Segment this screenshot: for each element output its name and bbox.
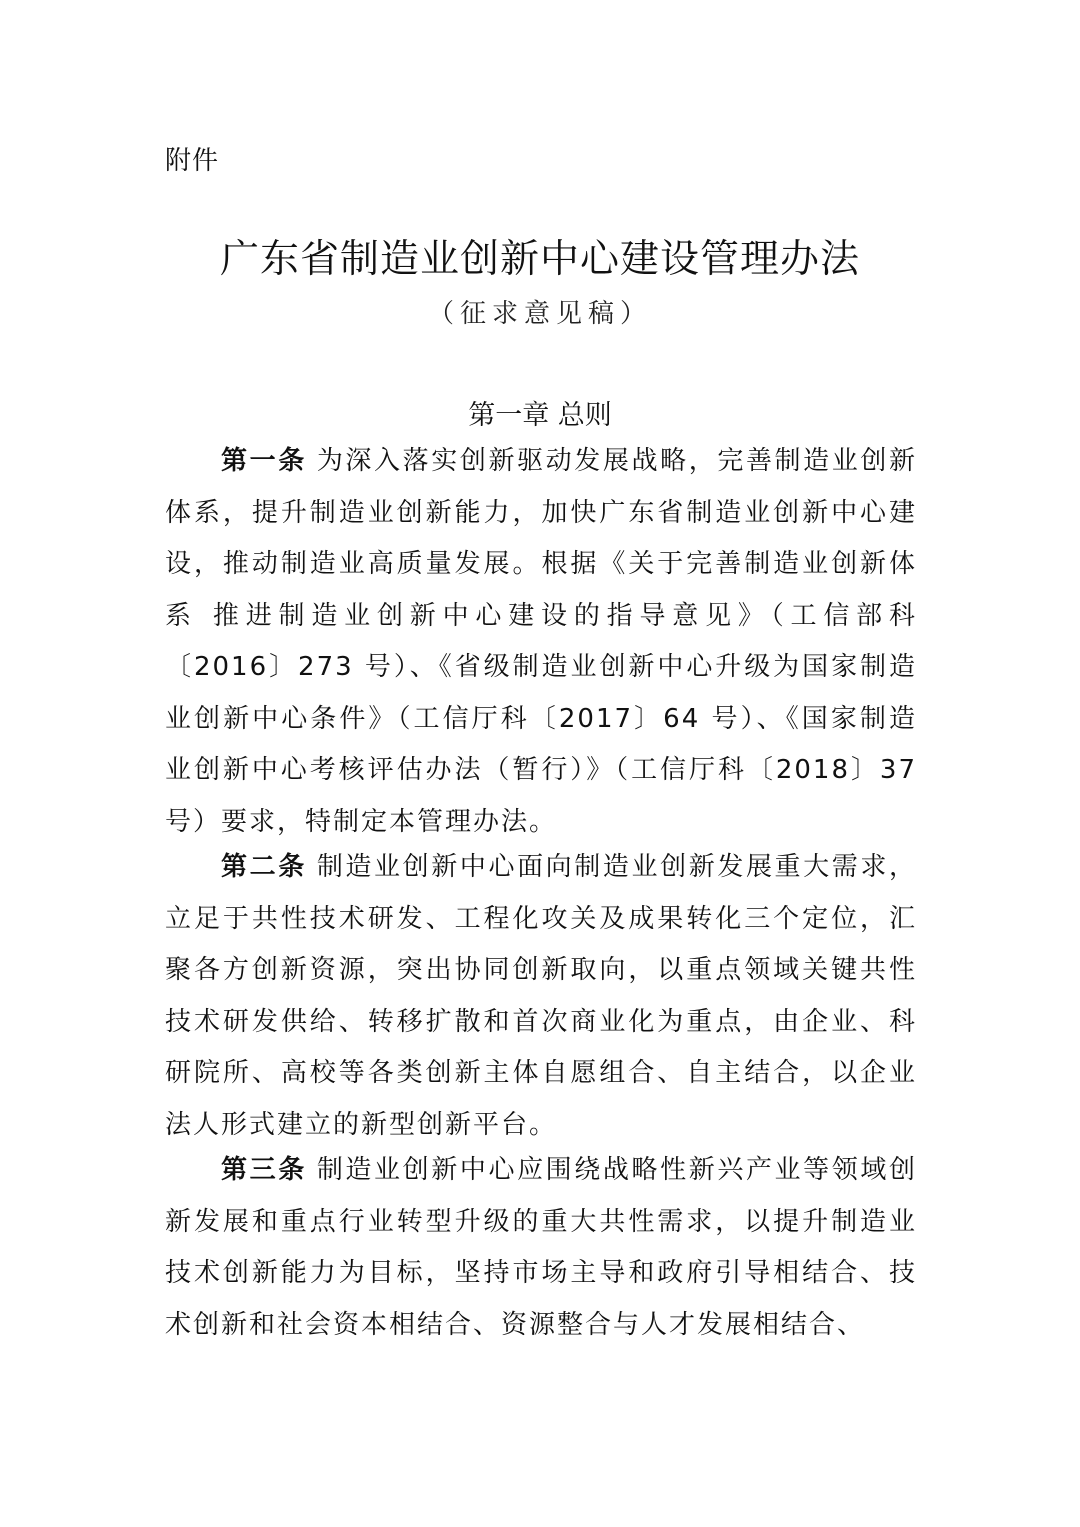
document-title: 广东省制造业创新中心建设管理办法 <box>219 237 860 282</box>
article-3-label: 第三条 <box>221 1155 307 1185</box>
attachment-label: 附件 <box>165 146 220 176</box>
chapter-heading: 第一章 总则 <box>468 400 612 431</box>
article-2-label: 第二条 <box>221 852 307 882</box>
article-2-text: 制造业创新中心面向制造业创新发展重大需求，立足于共性技术研发、工程化攻关及成果转化三个定位，汇聚各方创新资源，突出协同创新取向，以重点领域关键共性技术研发供给、转移扩散和首次商业化为重点，由企业、科研院所、高校等各类创新主体自愿组合、自主结合，以企业法人形式建立的新型创新平台。 <box>165 852 917 1140</box>
document-subtitle: （征求意见稿） <box>427 299 652 329</box>
article-2 <box>165 842 917 1151</box>
article-1 <box>165 436 917 848</box>
article-1-text: 为深入落实创新驱动发展战略，完善制造业创新体系，提升制造业创新能力，加快广东省制造业创新中心建设，推动制造业高质量发展。根据《关于完善制造业创新体系 推进制造业创新中心建设的指导意见》（工信部科〔2016〕273 号）、《省级制造业创新中心升级为国家制造业创新中心条件》（工信厅科〔2017〕64 号）、《国家制造业创新中心考核评估办法（暂行）》（工信厅科〔2018〕37 号）要求，特制定本管理办法。 <box>165 446 917 837</box>
article-3 <box>165 1145 917 1351</box>
article-3-text: 制造业创新中心应围绕战略性新兴产业等领域创新发展和重点行业转型升级的重大共性需求，以提升制造业技术创新能力为目标，坚持市场主导和政府引导相结合、技术创新和社会资本相结合、资源整合与人才发展相结合、 <box>165 1155 917 1340</box>
article-1-label: 第一条 <box>221 446 307 476</box>
